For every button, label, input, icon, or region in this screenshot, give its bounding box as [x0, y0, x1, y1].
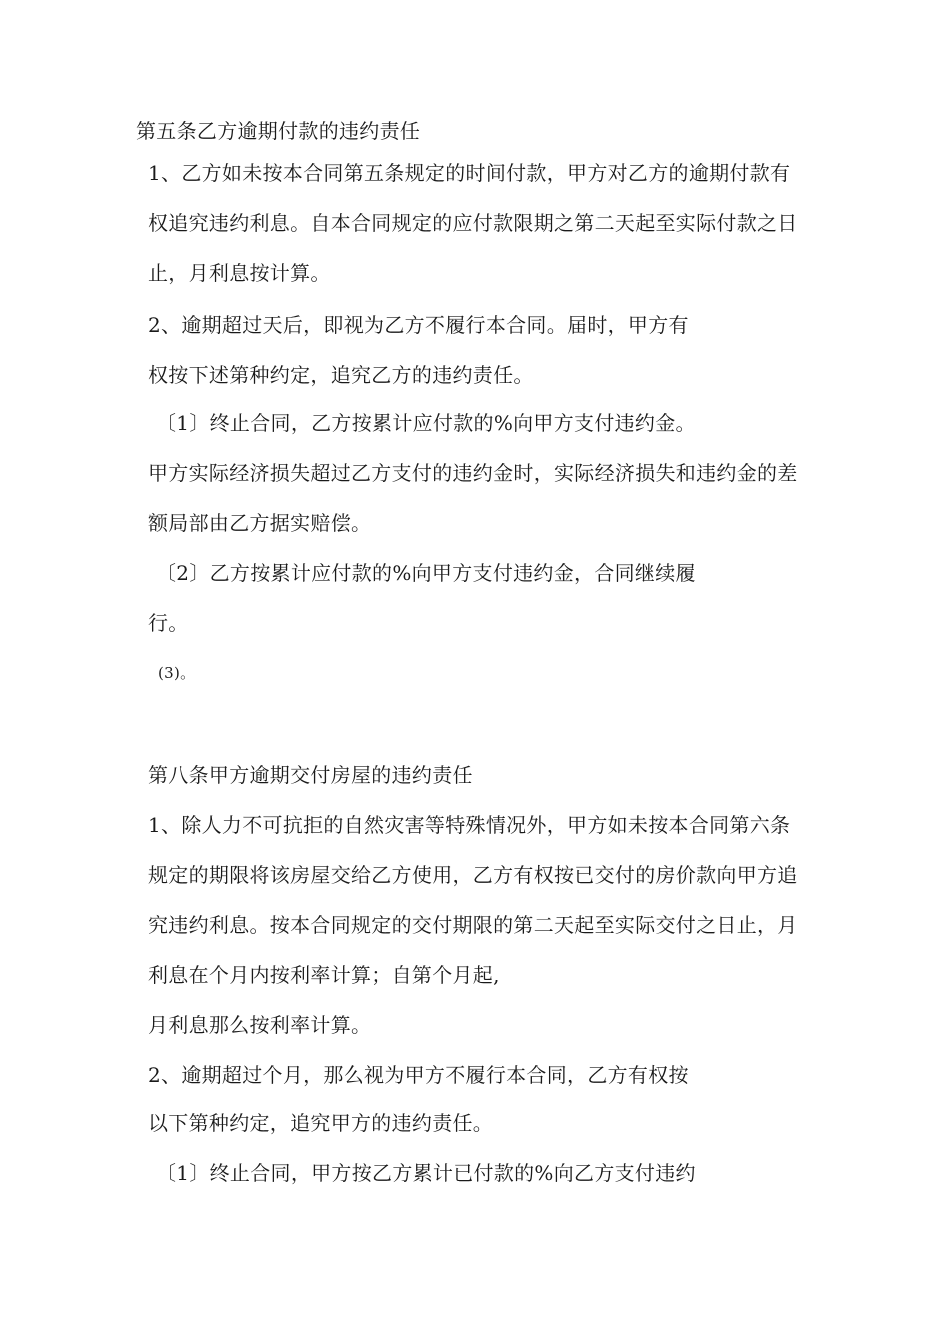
article-8-heading: 第八条甲方逾期交付房屋的违约责任: [148, 763, 473, 787]
paragraph-line: 〔2〕乙方按累计应付款的%向甲方支付违约金，合同继续履: [156, 561, 696, 585]
paragraph-line: 额局部由乙方据实赔偿。: [148, 511, 372, 535]
paragraph-line: 2、逾期超过个月，那么视为甲方不履行本合同，乙方有权按: [148, 1063, 689, 1087]
paragraph-line: 权追究违约利息。自本合同规定的应付款限期之第二天起至实际付款之日: [148, 211, 798, 235]
paragraph-line: 究违约利息。按本合同规定的交付期限的第二天起至实际交付之日止，月: [148, 913, 798, 937]
paragraph-line: 利息在个月内按利率计算；自第个月起,: [148, 963, 500, 987]
paragraph-line: 1、除人力不可抗拒的自然灾害等特殊情况外，甲方如未按本合同第六条: [148, 813, 791, 837]
paragraph-line: 规定的期限将该房屋交给乙方使用，乙方有权按已交付的房价款向甲方追: [148, 863, 798, 887]
paragraph-line: 〔1〕终止合同，乙方按累计应付款的%向甲方支付违约金。: [156, 411, 696, 435]
paragraph-line: 甲方实际经济损失超过乙方支付的违约金时，实际经济损失和违约金的差: [148, 461, 798, 485]
paragraph-line: 1、乙方如未按本合同第五条规定的时间付款，甲方对乙方的逾期付款有: [148, 161, 791, 185]
paragraph-line: 权按下述第种约定，追究乙方的违约责任。: [148, 363, 534, 387]
article-5-heading: 第五条乙方逾期付款的违约责任: [136, 119, 421, 143]
paragraph-line: 行。: [148, 611, 189, 635]
paragraph-line: 止，月利息按计算。: [148, 261, 331, 285]
paragraph-line: 2、逾期超过天后，即视为乙方不履行本合同。届时，甲方有: [148, 313, 689, 337]
paragraph-line: 〔1〕终止合同，甲方按乙方累计已付款的%向乙方支付违约: [156, 1161, 696, 1185]
paragraph-line: 以下第种约定，追究甲方的违约责任。: [148, 1111, 494, 1135]
paragraph-line: (3)。: [158, 664, 196, 682]
paragraph-line: 月利息那么按利率计算。: [148, 1013, 372, 1037]
